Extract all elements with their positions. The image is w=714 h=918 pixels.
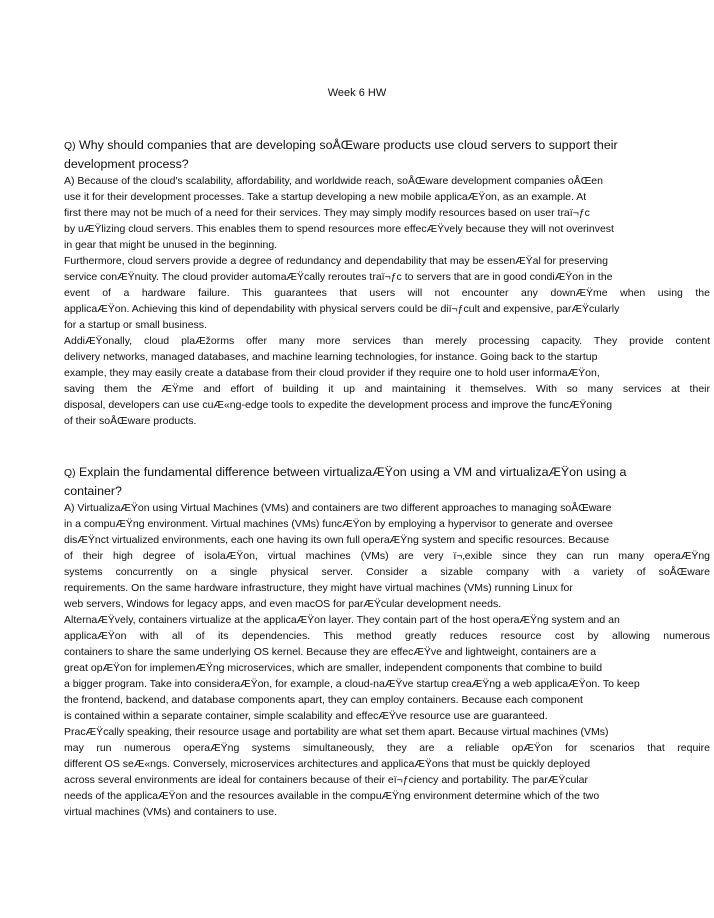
answer-line: applicaÆŸon. Achieving this kind of dependability with physical servers could be diï¬ƒcult and expensive, parÆŸcularly — [64, 303, 620, 315]
answer-line: applicaÆŸon with all of its dependencies. This method greatly reduces resource cost by allowing numerous — [64, 630, 710, 642]
answer-line: AddiÆŸonally, cloud plaÆžorms offer many more services than merely processing capacity. They provide content — [64, 335, 710, 347]
question-text-line: Why should companies that are developing soÅŒware products use cloud servers to support their — [79, 138, 618, 152]
answer-line: service conÆŸnuity. The cloud provider automaÆŸcally reroutes traï¬ƒc to servers that are in good condiÆŸon in the — [64, 271, 613, 283]
answer-line: is contained within a separate container, simple scalability and effecÆŸve resource use are guaranteed. — [64, 710, 548, 722]
answer-line: A) VirtualizaÆŸon using Virtual Machines (VMs) and containers are two different approaches to managing soÅŒware — [64, 502, 612, 514]
answer-line: in a compuÆŸng environment. Virtual machines (VMs) funcÆŸon by employing a hypervisor to generate and oversee — [64, 518, 614, 530]
answer-line: may run numerous operaÆŸng systems simultaneously, they are a reliable opÆŸon for scenarios that require — [64, 742, 710, 754]
question-heading-2 — [64, 464, 710, 482]
answer-line: great opÆŸon for implemenÆŸng microservices, which are smaller, independent components that combine to build — [64, 662, 603, 674]
answer-line: delivery networks, managed databases, and machine learning technologies, for instance. Going back to the startup — [64, 351, 598, 363]
answer-line: systems concurrently on a single physical server. Consider a sizable company with a variety of soÅŒware — [64, 566, 710, 578]
answer-line: PracÆŸcally speaking, their resource usage and portability are what set them apart. Because virtual machines (VMs) — [64, 726, 609, 738]
answer-line: web servers, Windows for legacy apps, and even macOS for parÆŸcular development needs. — [64, 598, 502, 610]
answer-line: requirements. On the same hardware infrastructure, they might have virtual machines (VMs) running Linux for — [64, 582, 573, 594]
answer-line: Furthermore, cloud servers provide a degree of redundancy and dependability that may be essenÆŸal for preserving — [64, 255, 608, 267]
question-section-1 — [64, 137, 710, 429]
answer-line: AlternaÆŸvely, containers virtualize at the applicaÆŸon layer. They contain part of the host operaÆŸng system and an — [64, 614, 620, 626]
question-text-line: Explain the fundamental difference between virtualizaÆŸon using a VM and virtualizaÆŸon using a — [79, 465, 627, 479]
answer-line: different OS seÆ«ngs. Conversely, microservices architectures and applicaÆŸons that must be quickly deployed — [64, 758, 591, 770]
answer-line: the frontend, backend, and database components apart, they can employ containers. Because each component — [64, 694, 583, 706]
answer-line: by uÆŸlizing cloud servers. This enables them to spend resources more effecÆŸvely because they will not overinvest — [64, 223, 614, 235]
answer-line: saving them the ÆŸme and effort of building it up and maintaining it themselves. With so many services at their — [64, 383, 710, 395]
answer-line: virtual machines (VMs) and containers to use. — [64, 806, 278, 818]
answer-line: disposal, developers can use cuÆ«ng-edge tools to expedite the development process and improve the funcÆŸoning — [64, 399, 613, 411]
answer-body-2 — [64, 500, 710, 820]
answer-line: use it for their development processes. Take a startup developing a new mobile applicaÆŸon, as an example. At — [64, 191, 587, 203]
question-text-line: container? — [64, 484, 122, 498]
answer-line: example, they may easily create a database from their cloud provider if they require one to hold user informaÆŸon, — [64, 367, 600, 379]
answer-line: containers to share the same underlying OS kernel. Because they are effecÆŸve and lightweight, containers are a — [64, 646, 597, 658]
answer-line: needs of the applicaÆŸon and the resources available in the compuÆŸng environment determine which of the two — [64, 790, 600, 802]
document-title: Week 6 HW — [327, 87, 387, 99]
answer-line: disÆŸnct virtualized environments, each one having its own full operaÆŸng system and specific resources. Because — [64, 534, 610, 546]
question-prefix: Q) — [64, 468, 76, 479]
answer-line: of their high degree of isolaÆŸon, virtual machines (VMs) are very ï¬‚exible since they can run many operaÆŸng — [64, 550, 710, 562]
answer-line: a bigger program. Take into consideraÆŸon, for example, a cloud-naÆŸve startup creaÆŸng a web applicaÆŸon. To keep — [64, 678, 640, 690]
answer-line: event of a hardware failure. This guarantees that users will not encounter any downÆŸme when using the — [64, 287, 710, 299]
answer-line: in gear that might be unused in the beginning. — [64, 239, 278, 251]
question-heading-1 — [64, 137, 710, 155]
answer-line: of their soÅŒware products. — [64, 415, 197, 427]
answer-line: A) Because of the cloud's scalability, affordability, and worldwide reach, soÅŒware development companies oÅŒen — [64, 175, 603, 187]
answer-line: for a startup or small business. — [64, 319, 207, 331]
question-text-line: development process? — [64, 157, 189, 171]
question-prefix: Q) — [64, 141, 76, 152]
question-section-2 — [64, 464, 710, 820]
answer-line: across several environments are ideal for containers because of their eï¬ƒciency and portability. The parÆŸcular — [64, 774, 589, 786]
answer-body-1 — [64, 173, 710, 429]
answer-line: first there may not be much of a need for their services. They may simply modify resources based on user traï¬ƒc — [64, 207, 590, 219]
